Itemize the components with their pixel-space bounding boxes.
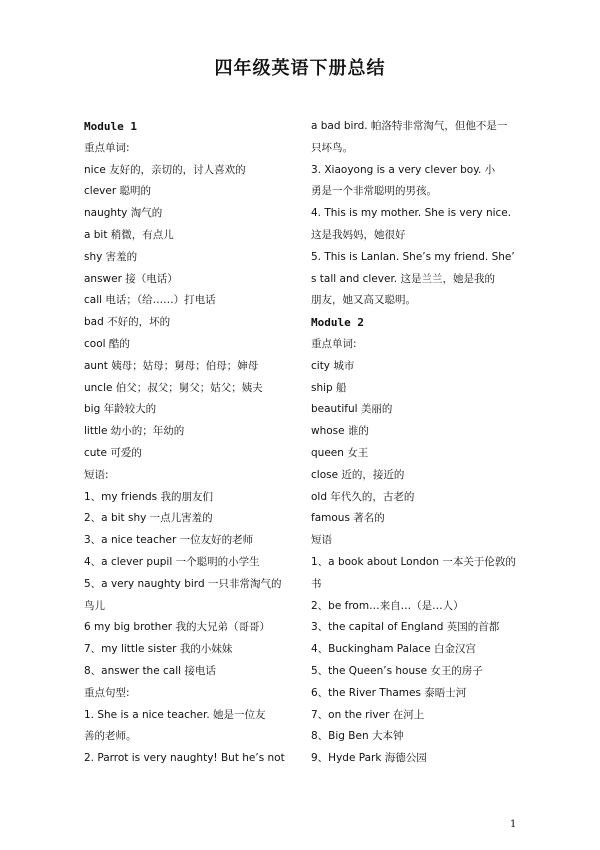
text-line: 2、be from…来自…（是…人） (311, 599, 464, 612)
text-line: 4、a clever pupil 一个聪明的小学生 (84, 555, 260, 568)
text-line: 重点单词: (84, 141, 130, 154)
text-line: city 城市 (311, 359, 355, 372)
right-column (311, 116, 523, 770)
text-line: 朋友，她又高又聪明。 (311, 294, 416, 307)
text-line: a bit 稍微，有点儿 (84, 228, 174, 241)
text-line: little 幼小的；年幼的 (84, 425, 185, 438)
text-line: 这是我妈妈，她很好 (311, 228, 406, 241)
text-line: answer 接（电话） (84, 272, 178, 285)
module-heading: Module 2 (311, 316, 364, 330)
text-line: whose 谁的 (311, 425, 369, 438)
left-column (84, 116, 296, 770)
text-line: bad 不好的，坏的 (84, 316, 171, 329)
text-line: 4、Buckingham Palace 白金汉宫 (311, 643, 477, 656)
text-line: nice 友好的，亲切的，讨人喜欢的 (84, 163, 246, 176)
text-line: 1. She is a nice teacher. 她是一位友 (84, 708, 266, 721)
text-line: 5. This is Lanlan. She’s my friend. She’ (311, 250, 515, 263)
text-line: 2. Parrot is very naughty! But he’s not (84, 752, 285, 765)
text-line: 3. Xiaoyong is a very clever boy. 小 (311, 163, 496, 176)
text-line: famous 著名的 (311, 512, 385, 525)
text-line: naughty 淘气的 (84, 207, 163, 220)
text-line: clever 聪明的 (84, 185, 151, 198)
text-line: cute 可爱的 (84, 446, 142, 459)
text-line: 1、my friends 我的朋友们 (84, 490, 213, 503)
text-line: 8、Big Ben 大本钟 (311, 730, 404, 743)
text-line: 4. This is my mother. She is very nice. (311, 207, 512, 220)
text-line: cool 酷的 (84, 337, 130, 350)
text-line: beautiful 美丽的 (311, 403, 393, 416)
text-line: 5、the Queen’s house 女王的房子 (311, 664, 483, 677)
text-line: shy 害羞的 (84, 250, 138, 263)
text-line: 9、Hyde Park 海德公园 (311, 752, 427, 765)
text-line: a bad bird. 帕洛特非常淘气，但他不是一 (311, 120, 508, 132)
text-line: 3、the capital of England 英国的首都 (311, 621, 500, 634)
text-line: 书 (311, 577, 322, 590)
text-line: 重点单词: (311, 337, 357, 350)
text-line: uncle 伯父；叔父；舅父；姑父；姨夫 (84, 381, 263, 394)
text-line: 1、a book about London 一本关于伦敦的 (311, 555, 516, 568)
text-line: 只坏鸟。 (311, 141, 353, 154)
text-line: aunt 姨母；姑母；舅母；伯母；婶母 (84, 359, 259, 372)
text-line: big 年龄较大的 (84, 403, 157, 416)
text-line: old 年代久的，古老的 (311, 490, 415, 503)
text-line: 重点句型: (84, 686, 130, 699)
text-line: 7、on the river 在河上 (311, 708, 425, 721)
text-line: 5、a very naughty bird 一只非常淘气的 (84, 577, 282, 590)
text-line: 善的老师。 (84, 730, 137, 743)
page-title: 四年级英语下册总结 (214, 58, 386, 79)
text-line: 短语: (84, 468, 109, 481)
page-number: 1 (510, 819, 517, 830)
text-line: call 电话；（给……）打电话 (84, 294, 216, 307)
text-line: 短语 (311, 534, 332, 547)
text-line: 6 my big brother 我的大兄弟（哥哥） (84, 621, 270, 634)
module-heading: Module 1 (84, 120, 137, 133)
text-line: 3、a nice teacher 一位友好的老师 (84, 534, 254, 547)
text-line: 6、the River Thames 泰晤士河 (311, 686, 467, 699)
text-line: s tall and clever. 这是兰兰，她是我的 (311, 272, 495, 285)
text-line: 勇是一个非常聪明的男孩。 (311, 185, 437, 198)
text-line: 2、a bit shy 一点儿害羞的 (84, 512, 213, 525)
text-line: ship 船 (311, 381, 347, 394)
text-line: queen 女王 (311, 446, 369, 459)
text-line: close 近的，接近的 (311, 468, 405, 481)
text-line: 鸟儿 (84, 599, 105, 612)
text-line: 7、my little sister 我的小妹妹 (84, 643, 233, 656)
text-line: 8、answer the call 接电话 (84, 664, 216, 677)
